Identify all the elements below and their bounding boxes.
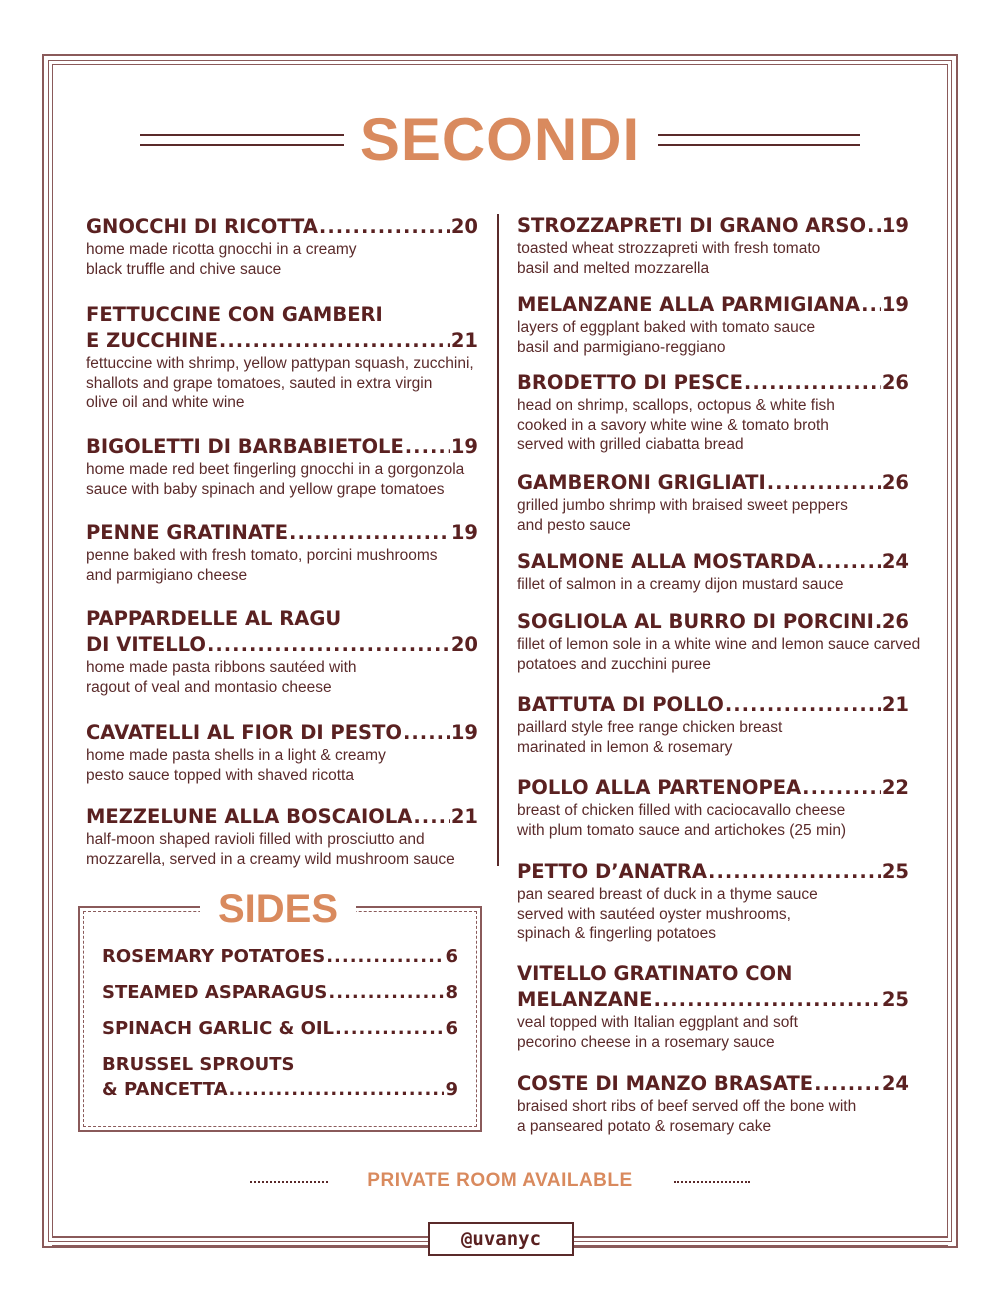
- handle-bar-right: [574, 1236, 948, 1246]
- item-price: 19: [450, 435, 478, 458]
- item-name-row: [517, 987, 909, 1013]
- leader-dots: [744, 370, 881, 396]
- menu-item: [517, 549, 909, 595]
- leader-dots: [867, 213, 881, 239]
- item-name-line1: FETTUCCINE CON GAMBERI: [86, 303, 383, 326]
- leader-dots: [319, 214, 450, 240]
- item-name: SALMONE ALLA MOSTARDA: [517, 550, 816, 573]
- item-price: 26: [881, 610, 909, 633]
- item-price: 6: [445, 1018, 458, 1039]
- menu-item: [517, 1071, 909, 1136]
- item-description: served with grilled ciabatta bread: [517, 436, 744, 453]
- item-name: ROSEMARY POTATOES: [102, 946, 326, 967]
- item-name-row: [86, 520, 478, 546]
- leader-dots: [207, 632, 450, 658]
- item-description: veal topped with Italian eggplant and soft: [517, 1014, 798, 1031]
- item-description: and pesto sauce: [517, 516, 631, 534]
- menu-item: [517, 213, 909, 278]
- leader-dots: [653, 987, 880, 1013]
- menu-item: [86, 434, 478, 499]
- item-price: 6: [445, 946, 458, 967]
- leader-dots: [229, 1077, 445, 1102]
- item-price: 20: [450, 633, 478, 656]
- item-description: mozzarella, served in a creamy wild mushroom sauce: [86, 850, 455, 868]
- item-name-row: [517, 213, 909, 239]
- leader-dots: [335, 1016, 444, 1041]
- item-price: 19: [881, 293, 909, 316]
- item-name: PETTO D’ANATRA: [517, 860, 708, 883]
- item-name-row: [86, 214, 478, 240]
- title-area: [0, 108, 1000, 172]
- item-description: basil and melted mozzarella: [517, 259, 710, 277]
- menu-item: [102, 1052, 458, 1102]
- menu-item: [102, 1016, 458, 1041]
- item-price: 24: [881, 1072, 909, 1095]
- menu-item: [517, 961, 909, 1052]
- item-description: home made pasta shells in a light & creamy: [86, 747, 386, 764]
- item-name-row: [86, 632, 478, 658]
- item-name-row: [517, 370, 909, 396]
- item-price: 26: [881, 471, 909, 494]
- leader-dots: [219, 328, 450, 354]
- item-description: shallots and grape tomatoes, sauted in extra virgin: [86, 374, 433, 392]
- item-name-line1: PAPPARDELLE AL RAGU: [86, 607, 342, 630]
- item-description: paillard style free range chicken breast: [517, 719, 783, 736]
- item-price: 22: [881, 776, 909, 799]
- item-description: half-moon shaped ravioli filled with prosciutto and: [86, 831, 425, 848]
- leader-dots: [802, 775, 881, 801]
- item-description: black truffle and chive sauce: [86, 260, 282, 278]
- menu-item: [517, 292, 909, 357]
- item-name-row: [102, 1016, 458, 1041]
- leader-dots: [817, 549, 881, 575]
- item-description: home made pasta ribbons sautéed with: [86, 659, 357, 676]
- item-description: basil and parmigiano-reggiano: [517, 338, 726, 356]
- item-description: home made ricotta gnocchi in a creamy: [86, 241, 357, 258]
- item-name: MEZZELUNE ALLA BOSCAIOLA: [86, 805, 413, 828]
- item-description: a panseared potato & rosemary cake: [517, 1117, 772, 1135]
- item-price: 21: [450, 805, 478, 828]
- item-price: 20: [450, 215, 478, 238]
- item-description: served with sautéed oyster mushrooms,: [517, 905, 791, 923]
- menu-item: [86, 520, 478, 585]
- item-description: potatoes and zucchini puree: [517, 655, 711, 673]
- item-price: 19: [881, 214, 909, 237]
- menu-item: [86, 302, 478, 413]
- menu-item: [517, 692, 909, 757]
- item-price: 25: [881, 988, 909, 1011]
- item-description: head on shrimp, scallops, octopus & white fish: [517, 397, 835, 414]
- item-name-line1: BRUSSEL SPROUTS: [102, 1054, 295, 1075]
- leader-dots: [328, 980, 444, 1005]
- menu-item: [86, 606, 478, 697]
- item-name-row: [517, 775, 909, 801]
- item-description: toasted wheat strozzapreti with fresh tomato: [517, 240, 821, 257]
- item-price: 25: [881, 860, 909, 883]
- item-name: E ZUCCHINE: [86, 329, 218, 352]
- item-name: STEAMED ASPARAGUS: [102, 982, 328, 1003]
- item-description: spinach & fingerling potatoes: [517, 925, 717, 942]
- item-description: olive oil and white wine: [86, 394, 245, 411]
- item-name: STROZZAPRETI DI GRANO ARSO: [517, 214, 867, 237]
- item-name-row: [517, 549, 909, 575]
- item-name-row: [86, 434, 478, 460]
- menu-item: [517, 609, 921, 674]
- item-name: & PANCETTA: [102, 1079, 228, 1100]
- item-name: CAVATELLI AL FIOR DI PESTO: [86, 721, 402, 744]
- item-price: 24: [881, 550, 909, 573]
- item-description: pecorino cheese in a rosemary sauce: [517, 1033, 775, 1051]
- page-title: SECONDI: [359, 106, 641, 173]
- item-description: ragout of veal and montasio cheese: [86, 678, 332, 696]
- item-name: GAMBERONI GRIGLIATI: [517, 471, 766, 494]
- item-price: 19: [450, 721, 478, 744]
- item-description: with plum tomato sauce and artichokes (25 min): [517, 821, 847, 839]
- leader-dots: [861, 292, 881, 318]
- item-price: 26: [881, 371, 909, 394]
- menu-item: [517, 775, 909, 840]
- item-description: marinated in lemon & rosemary: [517, 738, 733, 756]
- item-name-row: [86, 328, 478, 354]
- menu-item: [86, 804, 478, 869]
- handle-bar-left: [52, 1236, 428, 1246]
- leader-dots: [326, 944, 444, 969]
- item-description: fettuccine with shrimp, yellow pattypan squash, zucchini,: [86, 355, 474, 372]
- leader-dots: [405, 434, 450, 460]
- item-description: fillet of lemon sole in a white wine and lemon sauce carved: [517, 636, 921, 653]
- leader-dots: [403, 720, 450, 746]
- item-description: penne baked with fresh tomato, porcini mushrooms: [86, 547, 438, 564]
- leader-dots: [289, 520, 450, 546]
- private-room-note: PRIVATE ROOM AVAILABLE: [367, 1170, 633, 1191]
- menu-item: [517, 859, 909, 944]
- item-name: MELANZANE ALLA PARMIGIANA: [517, 293, 861, 316]
- item-description: pan seared breast of duck in a thyme sauce: [517, 886, 818, 903]
- item-description: sauce with baby spinach and yellow grape tomatoes: [86, 480, 445, 498]
- leader-dots: [875, 609, 881, 635]
- item-description: layers of eggplant baked with tomato sauce: [517, 319, 816, 336]
- item-price: 21: [881, 693, 909, 716]
- menu-item: [102, 980, 458, 1005]
- menu-item: [102, 944, 458, 969]
- leader-dots: [413, 804, 449, 830]
- item-name-row: [517, 292, 909, 318]
- item-name: BIGOLETTI DI BARBABIETOLE: [86, 435, 404, 458]
- item-name: GNOCCHI DI RICOTTA: [86, 215, 318, 238]
- item-name-row: [86, 804, 478, 830]
- leader-dots: [767, 470, 881, 496]
- leader-dots: [708, 859, 881, 885]
- leader-dots: [725, 692, 881, 718]
- item-description: cooked in a savory white wine & tomato broth: [517, 416, 829, 434]
- menu-item: [86, 720, 478, 785]
- menu-item: [517, 370, 909, 455]
- item-description: and parmigiano cheese: [86, 566, 248, 584]
- item-price: 8: [445, 982, 458, 1003]
- item-name-row: [517, 1071, 909, 1097]
- item-price: 9: [445, 1079, 458, 1100]
- item-description: grilled jumbo shrimp with braised sweet peppers: [517, 497, 848, 514]
- menu-item: [517, 470, 909, 535]
- item-name: COSTE DI MANZO BRASATE: [517, 1072, 814, 1095]
- item-name: SPINACH GARLIC & OIL: [102, 1018, 335, 1039]
- item-name-row: [517, 859, 909, 885]
- item-description: fillet of salmon in a creamy dijon mustard sauce: [517, 576, 844, 593]
- item-name: BRODETTO DI PESCE: [517, 371, 743, 394]
- item-name-line1: VITELLO GRATINATO CON: [517, 962, 793, 985]
- item-name-row: [86, 720, 478, 746]
- social-handle: @uvanyc: [428, 1222, 574, 1256]
- item-name-row: [102, 980, 458, 1005]
- menu-item: [86, 214, 478, 279]
- item-name: SOGLIOLA AL BURRO DI PORCINI: [517, 610, 874, 633]
- item-description: home made red beet fingerling gnocchi in a gorgonzola: [86, 461, 465, 478]
- item-name: POLLO ALLA PARTENOPEA: [517, 776, 802, 799]
- leader-dots: [814, 1071, 881, 1097]
- item-name: MELANZANE: [517, 988, 653, 1011]
- item-description: breast of chicken filled with caciocavallo cheese: [517, 802, 846, 819]
- item-description: pesto sauce topped with shaved ricotta: [86, 766, 354, 784]
- item-name: BATTUTA DI POLLO: [517, 693, 724, 716]
- item-name: PENNE GRATINATE: [86, 521, 289, 544]
- column-divider: [497, 214, 499, 866]
- item-description: braised short ribs of beef served off the bone with: [517, 1098, 857, 1115]
- item-name-row: [102, 944, 458, 969]
- item-name-row: [517, 609, 909, 635]
- item-price: 19: [450, 521, 478, 544]
- item-name: DI VITELLO: [86, 633, 206, 656]
- item-name-row: [517, 692, 909, 718]
- item-name-row: [517, 470, 909, 496]
- item-name-row: [102, 1077, 458, 1102]
- item-price: 21: [450, 329, 478, 352]
- sides-title: SIDES: [217, 887, 339, 931]
